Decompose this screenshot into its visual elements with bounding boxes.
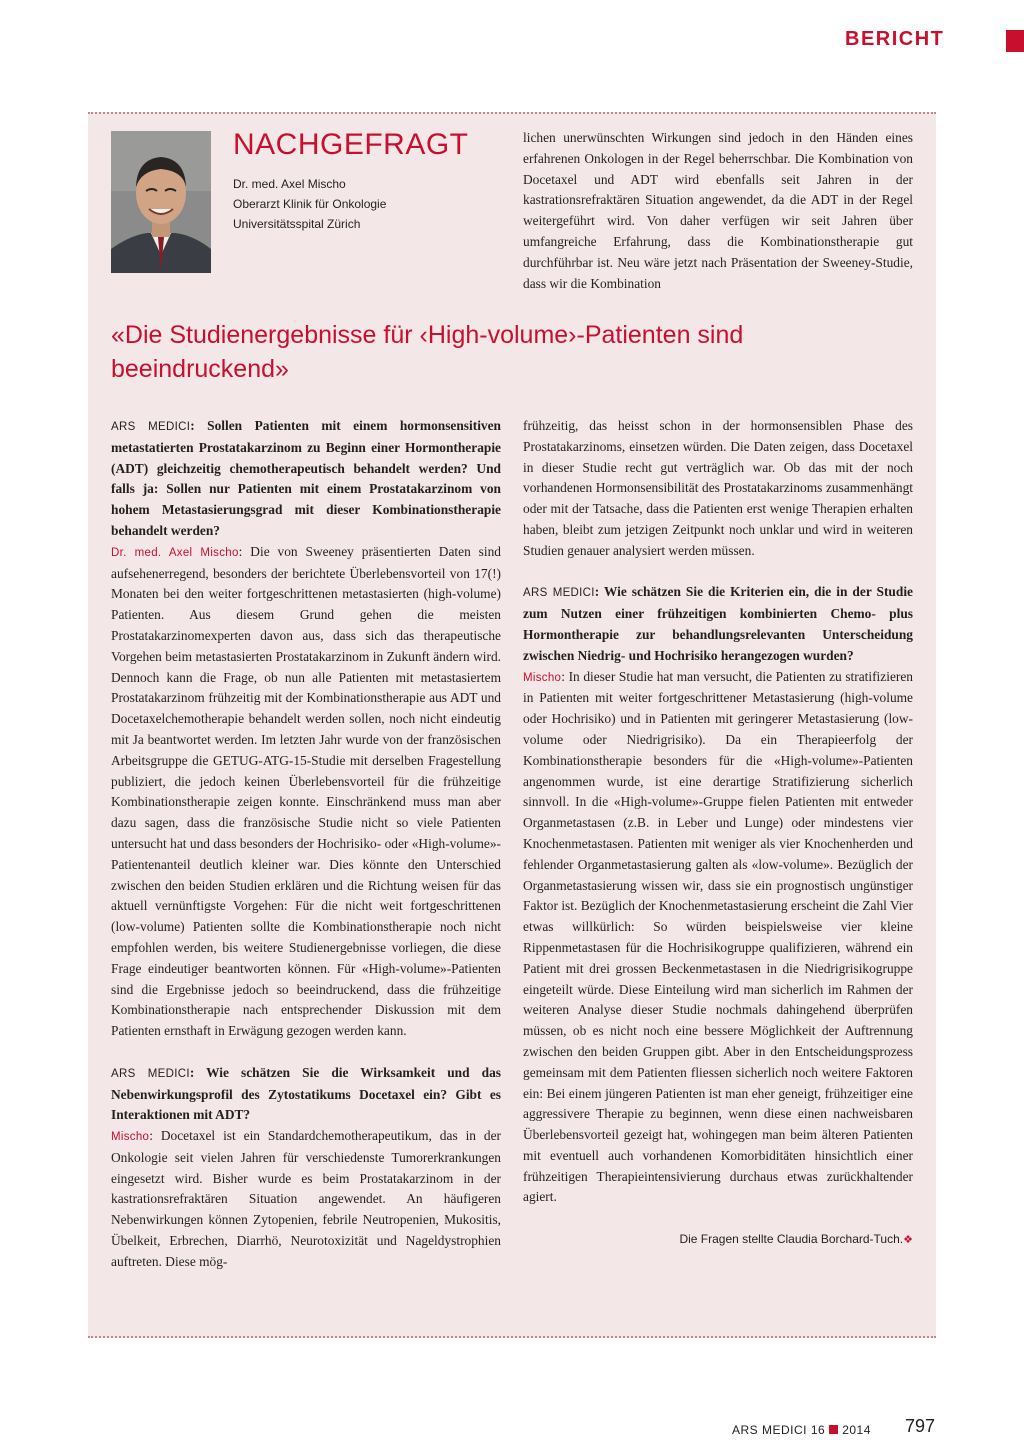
intro-continued-text xyxy=(523,128,913,294)
right-column xyxy=(523,416,913,1251)
question-1-text: Sollen Patienten mit einem hormonsensitiven metastatierten Prostatakarzinom zu Beginn einer Hormontherapie (ADT) gleichzeitig chemotherapeutisch behandelt werden? Und falls ja: Sollen nur Patienten mit einem Prostatakarzinom von hohem Metastasierungsgrad mit dieser Kombinationstherapie behandelt werden? xyxy=(111,418,502,538)
question-2-text: Wie schätzen Sie die Wirksamkeit und das Nebenwirkungsprofil des Zytostatikums Docetaxel ein? Gibt es Interaktionen mit ADT? xyxy=(111,1064,501,1123)
answer-2-text: Docetaxel ist ein Standardchemotherapeutikum, das in der Onkologie seit vielen Jahren für verschiedenste Tumorerkrankungen eingesetzt wird. Bisher wurde es beim Prostatakarzinom in der kastrationsrefraktären Situation angewendet. An häufigeren Nebenwirkungen können Zytopenien, febrile Neutropenien, Mukositis, Übelkeit, Erbrechen, Diarrhö, Neurotoxizität und Nageldystrophien auftreten. Diese mög- xyxy=(111,1128,501,1269)
answer-2: Mischo: Docetaxel ist ein Standardchemotherapeutikum, das in der Onkologie seit vielen Jahren für verschiedenste Tumorerkrankungen eingesetzt wird. Bisher wurde es beim Prostatakarzinom in der kastrationsrefraktären Situation angewendet. An häufigeren Nebenwirkungen können Zytopenien, febrile Neutropenien, Mukositis, Übelkeit, Erbrechen, Diarrhö, Neurotoxizität und Nageldystrophien auftreten. Diese mög- xyxy=(111,1128,501,1269)
interviewee-position: Oberarzt Klinik für Onkologie xyxy=(233,197,387,211)
spacer xyxy=(523,562,913,583)
intro-title: NACHGEFRAGT xyxy=(233,128,469,161)
section-label: BERICHT xyxy=(845,28,945,50)
page-number: 797 xyxy=(905,1416,936,1436)
left-column xyxy=(111,416,501,1273)
answer-1: Dr. med. Axel Mischo: Die von Sweeney präsentierten Daten sind aufsehenerregend, besonders der berichtete Überlebensvorteil von 17(!) Monaten bei den weiter fortgeschrittenen metastasierten (high-volume) Patienten. Aus diesem Grund gehen die meisten Prostatakarzinomexperten davon aus, dass sich das therapeutische Vorgehen beim metastasierten Prostatakarzinom in Zukunft ändern wird. Dennoch kann die Frage, ob nun alle Patienten mit metastasiertem Prostatakarzinom frühzeitig mit der Kombinationstherapie aus ADT und Docetaxelchemotherapie behandelt werden sollen, noch nicht eindeutig mit Ja beantwortet werden. Im letzten Jahr wurde von der französischen Arbeitsgruppe die GETUG-ATG-15-Studie mit derselben Fragestellung publiziert, die jedoch keinen Überlebensvorteil für die frühzeitige Kombinationstherapie zeigen konnte. Einschränkend muss man aber dazu sagen, dass die französische Studie nicht so viele Patienten untersucht hat und dass besonders der Hochrisiko- oder «High-volume»-Patientenanteil deutlich kleiner war. Dies könnte den Unterschied zwischen den beiden Studien erklären und die Richtung weisen für das aktuell vernünftigste Vorgehen: Für die nicht weit fortgeschrittenen (low-volume) Patienten sollte die Kombinationstherapie noch nicht empfohlen werden, bis weitere Studienergebnisse vorliegen, die diese Frage eindeutiger beantworten können. Für «High-volume»-Patienten sind die Ergebnisse jedoch so beeindruckend, dass die frühzeitige Kombinationstherapie nach entsprechender Diskussion mit dem Patienten ernsthaft in Erwägung gezogen werden kann. xyxy=(111,543,501,1039)
spacer xyxy=(523,1208,913,1229)
portrait-icon xyxy=(111,131,211,273)
section-marker xyxy=(1006,30,1024,52)
question-2: ARS MEDICI: Wie schätzen Sie die Wirksamkeit und das Nebenwirkungsprofil des Zytostatikums Docetaxel ein? Gibt es Interaktionen mit ADT? xyxy=(111,1064,501,1123)
end-diamond-icon: ❖ xyxy=(903,1234,913,1247)
answer-2-continued: frühzeitig, das heisst schon in der hormonsensiblen Phase des Prostatakarzinoms, einsetzen würden. Die Daten zeigen, dass Docetaxel in dieser Studie recht gut verträglich war. Ob das mit der noch vorhandenen Hormonsensibilität des Prostatakarzinoms zusammenhängt oder mit der Tatsache, dass die Patienten erst wenige Therapien erhalten haben, bleibt zum jetzigen Zeitpunkt noch unklar und wird in weiteren Studien genauer analysiert werden müssen. xyxy=(523,418,913,558)
answer-1-text: Die von Sweeney präsentierten Daten sind aufsehenerregend, besonders der berichtete Überlebensvorteil von 17(!) Monaten bei den weiter fortgeschrittenen metastasierten (high-volume) Patienten. Aus diesem Grund gehen die meisten Prostatakarzinomexperten davon aus, dass sich das therapeutische Vorgehen beim metastasierten Prostatakarzinom in Zukunft ändern wird. Dennoch kann die Frage, ob nun alle Patienten mit metastasiertem Prostatakarzinom frühzeitig mit der Kombinationstherapie aus ADT und Docetaxelchemotherapie behandelt werden sollen, noch nicht eindeutig mit Ja beantwortet werden. Im letzten Jahr wurde von der französischen Arbeitsgruppe die GETUG-ATG-15-Studie mit derselben Fragestellung publiziert, die jedoch keinen Überlebensvorteil für die frühzeitige Kombinationstherapie zeigen konnte. Einschränkend muss man aber dazu sagen, dass die französische Studie nicht so viele Patienten untersucht hat und dass besonders der Hochrisiko- oder «High-volume»-Patientenanteil deutlich kleiner war. Dies könnte den Unterschied zwischen den beiden Studien erklären und die Richtung weisen für das aktuell vernünftigste Vorgehen: Für die nicht weit fortgeschrittenen (low-volume) Patienten sollte die Kombinationstherapie noch nicht empfohlen werden, bis weitere Studienergebnisse vorliegen, die diese Frage eindeutiger beantworten können. Für «High-volume»-Patienten sind die Ergebnisse jedoch so beeindruckend, dass die frühzeitige Kombinationstherapie nach entsprechender Diskussion mit dem Patienten ernsthaft in Erwägung gezogen werden kann. xyxy=(111,543,501,1039)
journal-year: 2014 xyxy=(842,1423,871,1437)
spacer xyxy=(111,1042,501,1063)
answer-label: Dr. med. Axel Mischo xyxy=(111,546,239,559)
footer-journal xyxy=(732,1423,871,1437)
answer-label: Mischo xyxy=(111,1131,150,1144)
interviewer-credit xyxy=(523,1229,913,1251)
portrait-photo xyxy=(111,131,211,273)
question-label: ARS MEDICI xyxy=(111,1067,190,1080)
intro-paragraph: lichen unerwünschten Wirkungen sind jedoch in den Händen eines erfahrenen Onkologen in der Regel beherrschbar. Die Kombination von Docetaxel und ADT wird ebenfalls seit Jahren in der kastrationsrefraktären Situation angewendet, da die ADT in der Regel weitergeführt wird. Von daher verfügen wir seit Jahren über umfangreiche Erfahrung, dass die Kombinationstherapie gut durchführbar ist. Neu wäre jetzt nach Präsentation der Sweeney-Studie, dass wir die Kombination xyxy=(523,130,913,291)
question-3: ARS MEDICI: Wie schätzen Sie die Kriterien ein, die in der Studie zum Nutzen einer frühzeitigen kombinierten Chemo- plus Hormontherapie zur behandlungsrelevanten Unterscheidung zwischen Niedrig- und Hochrisiko herangezogen wurden? xyxy=(523,584,913,663)
footer-square-icon xyxy=(829,1425,838,1434)
question-label: ARS MEDICI xyxy=(523,587,595,600)
answer-label: Mischo xyxy=(523,671,562,684)
answer-3: Mischo: In dieser Studie hat man versucht, die Patienten zu stratifizieren in Patienten mit weiter fortgeschrittener Metastasierung (high-volume oder Hochrisiko) und in Patienten mit geringerer Metastasierung (low-volume oder Niedrigrisiko). Da ein Therapieerfolg der Kombinationstherapie besonders für die «High-volume»-Patienten angenommen wurde, ist eine derartige Stratifizierung sicherlich sinnvoll. In die «High-volume»-Gruppe fielen Patienten mit entweder Organmetastasen (z.B. in Leber und Lunge) oder mindestens vier Knochenmetastasen. Patienten mit weniger als vier Knochenherden und fehlender Organmetastasierung galten als «low-volume». Bezüglich der Organmetastasierung wissen wir, dass sie ein prognostisch ungünstiger Faktor ist. Bezüglich der Knochenmetastasierung erscheint die Zahl Vier etwas willkürlich: So würden beispielsweise vier kleine Rippenmetastasen für die Hochrisikogruppe qualifizieren, während ein Patient mit drei grossen Beckenmetastasen in die Niedrigrisikogruppe eingeteilt würde. Diese Einteilung wird man sicherlich im Rahmen der weiteren Analyse dieser Studie nochmals dahingehend überprüfen müssen, ob es nicht noch eine bessere Möglichkeit der Auftrennung zwischen den beiden Gruppen gibt. Aber in den Entscheidungsprozess gemeinsam mit dem Patienten fliessen sicherlich noch weitere Faktoren ein: Bei einem jüngeren Patienten ist man eher geneigt, frühzeitiger eine aggressivere Therapie zu beginnen, wenn diese einen nachweisbaren Überlebensvorteil gezeigt hat, wohingegen man beim älteren Patienten mit eventuell auch vorhandenen Komorbiditäten hinsichtlich einer frühzeitigen Therapieintensivierung durchaus etwas zurückhaltender agiert. xyxy=(523,668,913,1205)
question-label: ARS MEDICI xyxy=(111,421,191,433)
credit-text: Die Fragen stellte Claudia Borchard-Tuch. xyxy=(679,1232,904,1247)
question-1: ARS MEDICI: Sollen Patienten mit einem hormonsensitiven metastatierten Prostatakarzinom zu Beginn einer Hormontherapie (ADT) gleichzeitig chemotherapeutisch behandelt werden? Und falls ja: Sollen nur Patienten mit einem Prostatakarzinom von hohem Metastasierungsgrad mit dieser Kombinationstherapie behandelt werden? xyxy=(111,418,502,538)
journal-name: ARS MEDICI 16 xyxy=(732,1423,826,1437)
question-3-text: Wie schätzen Sie die Kriterien ein, die in der Studie zum Nutzen einer frühzeitigen kombinierten Chemo- plus Hormontherapie zur behandlungsrelevanten Unterscheidung zwischen Niedrig- und Hochrisiko herangezogen wurden? xyxy=(523,584,913,663)
answer-3-text: In dieser Studie hat man versucht, die Patienten zu stratifizieren in Patienten mit weiter fortgeschrittener Metastasierung (high-volume oder Hochrisiko) und in Patienten mit geringerer Metastasierung (low-volume oder Niedrigrisiko). Da ein Therapieerfolg der Kombinationstherapie besonders für die «High-volume»-Patienten angenommen wurde, ist eine derartige Stratifizierung sicherlich sinnvoll. In die «High-volume»-Gruppe fielen Patienten mit entweder Organmetastasen (z.B. in Leber und Lunge) oder mindestens vier Knochenmetastasen. Patienten mit weniger als vier Knochenherden und fehlender Organmetastasierung galten als «low-volume». Bezüglich der Organmetastasierung wissen wir, dass sie ein prognostisch ungünstiger Faktor ist. Bezüglich der Knochenmetastasierung erscheint die Zahl Vier etwas willkürlich: So würden beispielsweise vier kleine Rippenmetastasen für die Hochrisikogruppe qualifizieren, während ein Patient mit drei grossen Beckenmetastasen in die Niedrigrisikogruppe eingeteilt würde. Diese Einteilung wird man sicherlich im Rahmen der weiteren Analyse dieser Studie nochmals dahingehend überprüfen müssen, ob es nicht noch eine bessere Möglichkeit der Auftrennung zwischen den beiden Gruppen gibt. Aber in den Entscheidungsprozess gemeinsam mit dem Patienten fliessen sicherlich noch weitere Faktoren ein: Bei einem jüngeren Patienten ist man eher geneigt, frühzeitiger eine aggressivere Therapie zu beginnen, wenn diese einen nachweisbaren Überlebensvorteil gezeigt hat, wohingegen man beim älteren Patienten mit eventuell auch vorhandenen Komorbiditäten hinsichtlich einer frühzeitigen Therapieintensivierung durchaus etwas zurückhaltender agiert. xyxy=(523,668,913,1205)
headline: «Die Studienergebnisse für ‹High-volume›-Patienten sind beeindruckend» xyxy=(111,321,744,383)
interviewee-name: Dr. med. Axel Mischo xyxy=(233,177,346,191)
interviewee-institution: Universitätsspital Zürich xyxy=(233,217,361,231)
